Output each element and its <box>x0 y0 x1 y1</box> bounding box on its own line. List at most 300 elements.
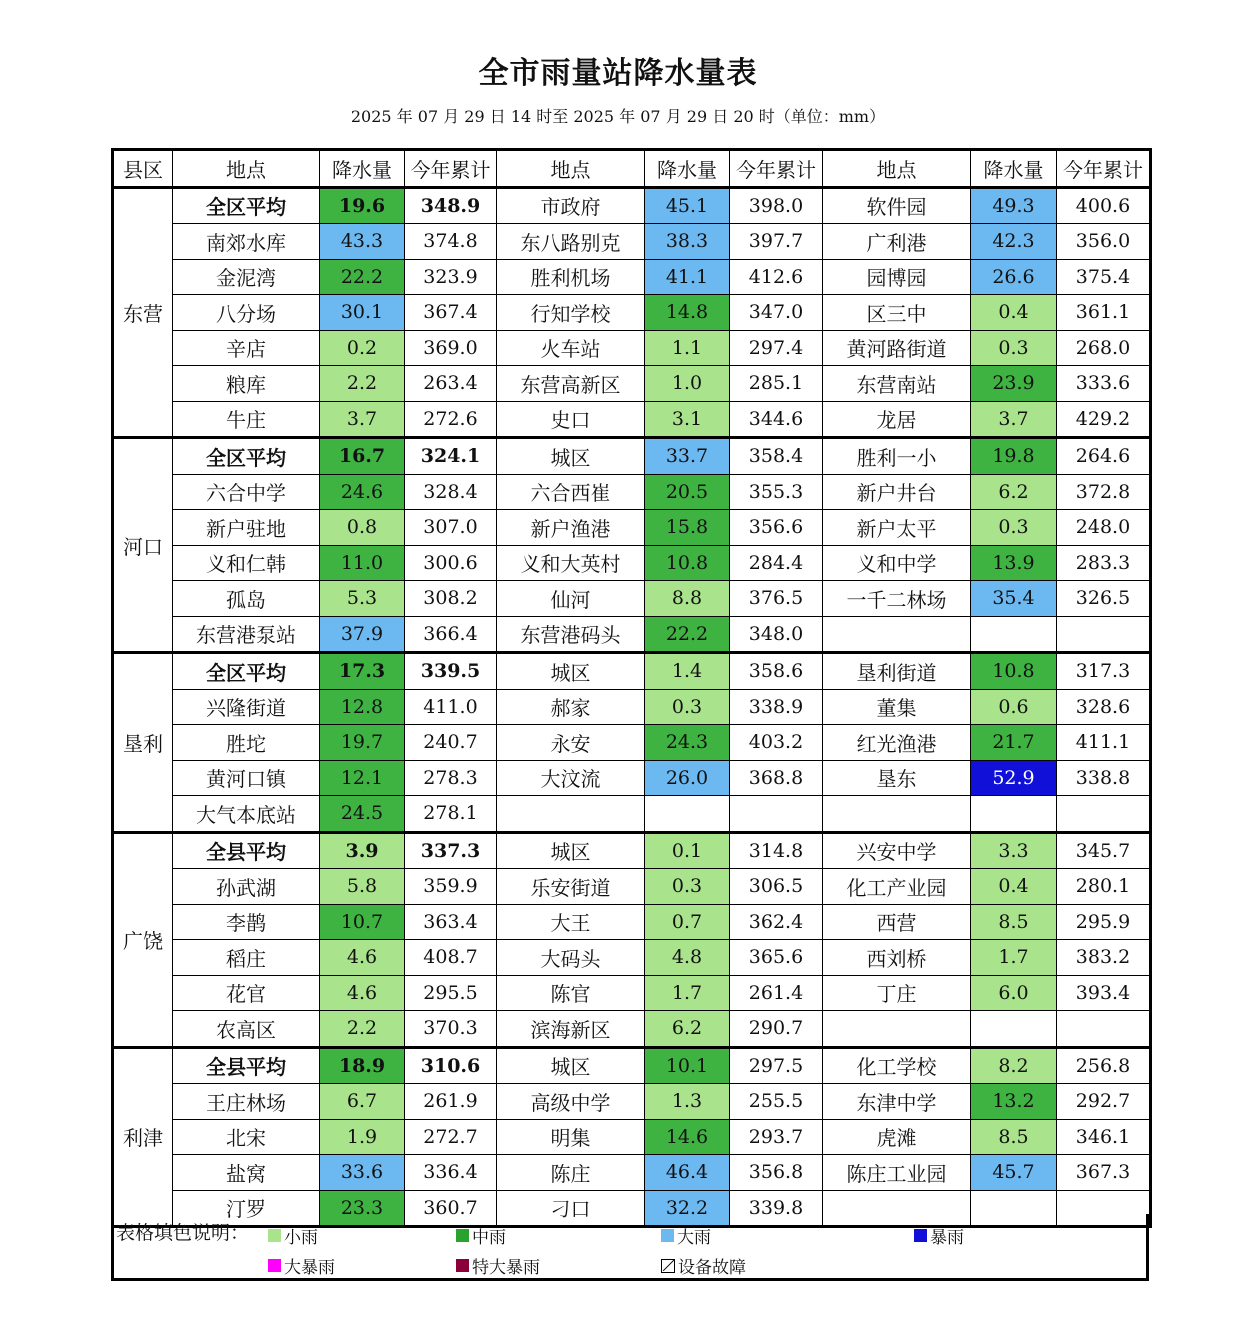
station-name-cell: 大汶流 <box>497 760 645 796</box>
annual-total-cell: 338.8 <box>1057 760 1151 796</box>
legend-swatch-extreme-storm <box>456 1259 469 1272</box>
station-name-cell: 盐窝 <box>173 1155 320 1191</box>
annual-total-cell: 361.1 <box>1057 295 1151 331</box>
rainfall-cell: 2.2 <box>320 366 405 402</box>
annual-total-cell: 328.4 <box>405 474 497 510</box>
annual-total-cell: 336.4 <box>405 1155 497 1191</box>
table-row <box>113 725 1151 761</box>
table-row <box>113 653 1151 690</box>
station-name-cell: 垦东 <box>823 760 971 796</box>
legend-label-extreme-storm: 特大暴雨 <box>472 1258 540 1278</box>
rainfall-cell: 6.2 <box>645 1011 730 1048</box>
annual-total-cell: 367.4 <box>405 295 497 331</box>
legend-label-big-storm: 大暴雨 <box>284 1258 335 1278</box>
rainfall-cell: 10.8 <box>645 545 730 581</box>
annual-total-cell: 400.6 <box>1057 187 1151 224</box>
header-rain: 降水量 <box>320 150 405 188</box>
rainfall-cell: 0.1 <box>645 832 730 869</box>
county-cell: 垦利 <box>113 653 173 833</box>
rainfall-cell: 4.6 <box>320 975 405 1011</box>
station-name-cell: 园博园 <box>823 259 971 295</box>
station-name-cell: 全县平均 <box>173 1047 320 1084</box>
station-name-cell: 龙居 <box>823 401 971 438</box>
rainfall-cell: 15.8 <box>645 510 730 546</box>
station-name-cell: 全区平均 <box>173 653 320 690</box>
color-legend <box>111 1214 1149 1281</box>
annual-total-cell: 411.0 <box>405 689 497 725</box>
station-name-cell: 兴安中学 <box>823 832 971 869</box>
rainfall-cell <box>971 616 1057 653</box>
annual-total-cell: 280.1 <box>1057 869 1151 905</box>
rainfall-cell: 19.8 <box>971 438 1057 475</box>
station-name-cell: 新户渔港 <box>497 510 645 546</box>
station-name-cell: 黄河口镇 <box>173 760 320 796</box>
annual-total-cell <box>730 796 823 833</box>
station-name-cell: 虎滩 <box>823 1119 971 1155</box>
annual-total-cell: 367.3 <box>1057 1155 1151 1191</box>
station-name-cell: 兴隆街道 <box>173 689 320 725</box>
station-name-cell: 城区 <box>497 832 645 869</box>
annual-total-cell: 272.7 <box>405 1119 497 1155</box>
legend-label-storm: 暴雨 <box>930 1228 964 1248</box>
annual-total-cell: 375.4 <box>1057 259 1151 295</box>
table-row <box>113 187 1151 224</box>
station-name-cell: 红光渔港 <box>823 725 971 761</box>
rainfall-cell: 19.6 <box>320 187 405 224</box>
station-name-cell: 郝家 <box>497 689 645 725</box>
rainfall-cell: 52.9 <box>971 760 1057 796</box>
table-row <box>113 1155 1151 1191</box>
table-row <box>113 832 1151 869</box>
station-name-cell: 高级中学 <box>497 1084 645 1120</box>
annual-total-cell: 310.6 <box>405 1047 497 1084</box>
annual-total-cell: 398.0 <box>730 187 823 224</box>
annual-total-cell: 372.8 <box>1057 474 1151 510</box>
table-row <box>113 975 1151 1011</box>
annual-total-cell: 397.7 <box>730 224 823 260</box>
annual-total-cell: 355.3 <box>730 474 823 510</box>
table-row <box>113 1119 1151 1155</box>
rainfall-cell: 10.8 <box>971 653 1057 690</box>
table-row <box>113 940 1151 976</box>
annual-total-cell: 339.8 <box>730 1190 823 1227</box>
annual-total-cell: 324.1 <box>405 438 497 475</box>
header-county: 县区 <box>113 150 173 188</box>
header-total: 今年累计 <box>1057 150 1151 188</box>
annual-total-cell: 317.3 <box>1057 653 1151 690</box>
legend-swatch-small <box>268 1229 281 1242</box>
page-title: 全市雨量站降水量表 <box>478 56 758 91</box>
station-name-cell: 孙武湖 <box>173 869 320 905</box>
station-name-cell: 陈官 <box>497 975 645 1011</box>
station-name-cell: 黄河路街道 <box>823 330 971 366</box>
rainfall-cell: 6.2 <box>971 474 1057 510</box>
rainfall-cell: 3.3 <box>971 832 1057 869</box>
station-name-cell: 明集 <box>497 1119 645 1155</box>
rainfall-cell: 13.2 <box>971 1084 1057 1120</box>
annual-total-cell: 344.6 <box>730 401 823 438</box>
annual-total-cell: 293.7 <box>730 1119 823 1155</box>
annual-total-cell: 358.6 <box>730 653 823 690</box>
rainfall-cell: 6.7 <box>320 1084 405 1120</box>
rainfall-cell: 37.9 <box>320 616 405 653</box>
annual-total-cell: 365.6 <box>730 940 823 976</box>
station-name-cell: 稻庄 <box>173 940 320 976</box>
rainfall-cell: 8.2 <box>971 1047 1057 1084</box>
legend-item-small <box>268 1223 318 1248</box>
rainfall-cell: 32.2 <box>645 1190 730 1227</box>
station-name-cell: 滨海新区 <box>497 1011 645 1048</box>
annual-total-cell: 323.9 <box>405 259 497 295</box>
rainfall-cell: 0.3 <box>971 330 1057 366</box>
annual-total-cell: 345.7 <box>1057 832 1151 869</box>
annual-total-cell: 292.7 <box>1057 1084 1151 1120</box>
annual-total-cell: 359.9 <box>405 869 497 905</box>
station-name-cell: 广利港 <box>823 224 971 260</box>
table-row <box>113 401 1151 438</box>
rainfall-cell: 6.0 <box>971 975 1057 1011</box>
county-cell: 利津 <box>113 1047 173 1227</box>
annual-total-cell: 333.6 <box>1057 366 1151 402</box>
rainfall-cell: 10.7 <box>320 904 405 940</box>
rainfall-cell: 2.2 <box>320 1011 405 1048</box>
table-row <box>113 545 1151 581</box>
legend-item-mid <box>456 1223 506 1248</box>
station-name-cell: 东营港泵站 <box>173 616 320 653</box>
rainfall-cell: 26.6 <box>971 259 1057 295</box>
station-name-cell: 新户太平 <box>823 510 971 546</box>
station-name-cell: 胜利一小 <box>823 438 971 475</box>
annual-total-cell: 268.0 <box>1057 330 1151 366</box>
annual-total-cell: 295.9 <box>1057 904 1151 940</box>
rainfall-cell: 42.3 <box>971 224 1057 260</box>
station-name-cell: 东营南站 <box>823 366 971 402</box>
annual-total-cell: 307.0 <box>405 510 497 546</box>
annual-total-cell: 248.0 <box>1057 510 1151 546</box>
rainfall-cell: 24.3 <box>645 725 730 761</box>
rainfall-cell <box>971 796 1057 833</box>
station-name-cell: 八分场 <box>173 295 320 331</box>
station-name-cell: 花官 <box>173 975 320 1011</box>
legend-item-fault <box>661 1253 746 1278</box>
rainfall-cell: 12.1 <box>320 760 405 796</box>
rainfall-cell: 24.6 <box>320 474 405 510</box>
station-name-cell: 全县平均 <box>173 832 320 869</box>
annual-total-cell: 376.5 <box>730 581 823 617</box>
station-name-cell: 行知学校 <box>497 295 645 331</box>
header-total: 今年累计 <box>730 150 823 188</box>
rainfall-cell: 10.1 <box>645 1047 730 1084</box>
station-name-cell: 新户驻地 <box>173 510 320 546</box>
table-row <box>113 760 1151 796</box>
annual-total-cell: 300.6 <box>405 545 497 581</box>
rainfall-cell: 1.9 <box>320 1119 405 1155</box>
legend-item-big <box>661 1223 711 1248</box>
rainfall-cell: 14.6 <box>645 1119 730 1155</box>
rainfall-cell: 1.3 <box>645 1084 730 1120</box>
annual-total-cell: 297.4 <box>730 330 823 366</box>
table-row <box>113 510 1151 546</box>
annual-total-cell: 338.9 <box>730 689 823 725</box>
station-name-cell: 化工学校 <box>823 1047 971 1084</box>
rainfall-cell: 3.9 <box>320 832 405 869</box>
rainfall-cell: 41.1 <box>645 259 730 295</box>
annual-total-cell: 363.4 <box>405 904 497 940</box>
annual-total-cell: 272.6 <box>405 401 497 438</box>
annual-total-cell: 326.5 <box>1057 581 1151 617</box>
station-name-cell: 西营 <box>823 904 971 940</box>
annual-total-cell: 369.0 <box>405 330 497 366</box>
station-name-cell: 刁口 <box>497 1190 645 1227</box>
rainfall-cell: 30.1 <box>320 295 405 331</box>
rainfall-cell: 19.7 <box>320 725 405 761</box>
annual-total-cell: 308.2 <box>405 581 497 617</box>
rainfall-cell: 46.4 <box>645 1155 730 1191</box>
annual-total-cell: 261.4 <box>730 975 823 1011</box>
legend-label-mid: 中雨 <box>472 1228 506 1248</box>
rainfall-cell: 8.5 <box>971 904 1057 940</box>
rainfall-cell: 0.4 <box>971 869 1057 905</box>
annual-total-cell: 261.9 <box>405 1084 497 1120</box>
annual-total-cell: 278.1 <box>405 796 497 833</box>
station-name-cell: 孤岛 <box>173 581 320 617</box>
annual-total-cell <box>1057 616 1151 653</box>
rainfall-cell: 17.3 <box>320 653 405 690</box>
rainfall-cell: 33.6 <box>320 1155 405 1191</box>
station-name-cell: 区三中 <box>823 295 971 331</box>
station-name-cell: 六合中学 <box>173 474 320 510</box>
legend-title: 表格填色说明： <box>116 1222 250 1244</box>
rainfall-cell: 23.3 <box>320 1190 405 1227</box>
table-row <box>113 1047 1151 1084</box>
time-range-subtitle: 2025 年 07 月 29 日 14 时至 2025 年 07 月 29 日 20 时（单位：mm） <box>350 107 886 126</box>
table-row <box>113 689 1151 725</box>
annual-total-cell: 328.6 <box>1057 689 1151 725</box>
table-row <box>113 438 1151 475</box>
rainfall-cell: 0.3 <box>645 869 730 905</box>
rainfall-cell: 22.2 <box>645 616 730 653</box>
county-cell: 东营 <box>113 187 173 438</box>
station-name-cell: 六合西崔 <box>497 474 645 510</box>
header-rain: 降水量 <box>971 150 1057 188</box>
legend-swatch-storm <box>914 1229 927 1242</box>
legend-item-big-storm <box>268 1253 335 1278</box>
annual-total-cell: 358.4 <box>730 438 823 475</box>
table-row <box>113 1084 1151 1120</box>
rainfall-cell <box>971 1011 1057 1048</box>
annual-total-cell: 264.6 <box>1057 438 1151 475</box>
annual-total-cell: 408.7 <box>405 940 497 976</box>
annual-total-cell: 366.4 <box>405 616 497 653</box>
station-name-cell: 大码头 <box>497 940 645 976</box>
station-name-cell <box>823 616 971 653</box>
annual-total-cell: 412.6 <box>730 259 823 295</box>
rainfall-cell: 1.4 <box>645 653 730 690</box>
legend-swatch-big-storm <box>268 1259 281 1272</box>
annual-total-cell: 356.8 <box>730 1155 823 1191</box>
rainfall-cell: 14.8 <box>645 295 730 331</box>
table-row <box>113 474 1151 510</box>
station-name-cell: 义和中学 <box>823 545 971 581</box>
annual-total-cell <box>1057 796 1151 833</box>
table-row <box>113 295 1151 331</box>
station-name-cell <box>823 796 971 833</box>
header-place: 地点 <box>497 150 645 188</box>
table-header-row <box>113 150 1151 188</box>
annual-total-cell: 339.5 <box>405 653 497 690</box>
table-row <box>113 330 1151 366</box>
table-row <box>113 224 1151 260</box>
rainfall-cell: 1.1 <box>645 330 730 366</box>
station-name-cell: 西刘桥 <box>823 940 971 976</box>
station-name-cell: 义和大英村 <box>497 545 645 581</box>
annual-total-cell: 240.7 <box>405 725 497 761</box>
station-name-cell: 农高区 <box>173 1011 320 1048</box>
annual-total-cell: 403.2 <box>730 725 823 761</box>
station-name-cell: 东营高新区 <box>497 366 645 402</box>
station-name-cell: 粮库 <box>173 366 320 402</box>
annual-total-cell: 362.4 <box>730 904 823 940</box>
rainfall-cell: 23.9 <box>971 366 1057 402</box>
rainfall-cell: 3.1 <box>645 401 730 438</box>
header-place: 地点 <box>823 150 971 188</box>
station-name-cell <box>497 796 645 833</box>
station-name-cell: 胜利机场 <box>497 259 645 295</box>
fault-box-icon <box>661 1259 675 1273</box>
station-name-cell: 丁庄 <box>823 975 971 1011</box>
header-rain: 降水量 <box>645 150 730 188</box>
annual-total-cell: 278.3 <box>405 760 497 796</box>
annual-total-cell: 429.2 <box>1057 401 1151 438</box>
table-row <box>113 869 1151 905</box>
station-name-cell: 永安 <box>497 725 645 761</box>
station-name-cell: 东营港码头 <box>497 616 645 653</box>
rainfall-cell: 8.8 <box>645 581 730 617</box>
rainfall-cell: 0.8 <box>320 510 405 546</box>
rainfall-cell: 16.7 <box>320 438 405 475</box>
rainfall-cell: 45.7 <box>971 1155 1057 1191</box>
station-name-cell: 陈庄 <box>497 1155 645 1191</box>
station-name-cell: 仙河 <box>497 581 645 617</box>
station-name-cell: 义和仁韩 <box>173 545 320 581</box>
annual-total-cell: 368.8 <box>730 760 823 796</box>
annual-total-cell: 370.3 <box>405 1011 497 1048</box>
legend-label-fault: 设备故障 <box>678 1258 746 1278</box>
table-body <box>113 187 1151 1227</box>
station-name-cell: 化工产业园 <box>823 869 971 905</box>
table-row <box>113 366 1151 402</box>
table-row <box>113 796 1151 833</box>
rainfall-cell: 21.7 <box>971 725 1057 761</box>
station-name-cell: 李鹊 <box>173 904 320 940</box>
rainfall-cell: 18.9 <box>320 1047 405 1084</box>
rainfall-cell: 11.0 <box>320 545 405 581</box>
rainfall-cell: 12.8 <box>320 689 405 725</box>
header-total: 今年累计 <box>405 150 497 188</box>
annual-total-cell: 297.5 <box>730 1047 823 1084</box>
station-name-cell: 王庄林场 <box>173 1084 320 1120</box>
rainfall-cell: 22.2 <box>320 259 405 295</box>
station-name-cell: 史口 <box>497 401 645 438</box>
rainfall-cell: 3.7 <box>320 401 405 438</box>
station-name-cell: 城区 <box>497 653 645 690</box>
rainfall-cell: 13.9 <box>971 545 1057 581</box>
rainfall-cell: 0.6 <box>971 689 1057 725</box>
annual-total-cell: 255.5 <box>730 1084 823 1120</box>
station-name-cell: 火车站 <box>497 330 645 366</box>
legend-label-big: 大雨 <box>677 1228 711 1248</box>
annual-total-cell: 346.1 <box>1057 1119 1151 1155</box>
annual-total-cell <box>1057 1011 1151 1048</box>
station-name-cell: 东津中学 <box>823 1084 971 1120</box>
station-name-cell: 一千二林场 <box>823 581 971 617</box>
annual-total-cell: 348.9 <box>405 187 497 224</box>
station-name-cell: 董集 <box>823 689 971 725</box>
county-cell: 广饶 <box>113 832 173 1047</box>
rainfall-cell <box>645 796 730 833</box>
header-place: 地点 <box>173 150 320 188</box>
legend-item-storm <box>914 1223 964 1248</box>
station-name-cell: 辛店 <box>173 330 320 366</box>
annual-total-cell: 337.3 <box>405 832 497 869</box>
station-name-cell: 北宋 <box>173 1119 320 1155</box>
annual-total-cell: 356.6 <box>730 510 823 546</box>
station-name-cell: 城区 <box>497 438 645 475</box>
station-name-cell: 大王 <box>497 904 645 940</box>
rainfall-cell: 49.3 <box>971 187 1057 224</box>
rainfall-cell: 26.0 <box>645 760 730 796</box>
rainfall-cell: 33.7 <box>645 438 730 475</box>
rainfall-cell: 0.3 <box>645 689 730 725</box>
station-name-cell: 陈庄工业园 <box>823 1155 971 1191</box>
rainfall-cell: 20.5 <box>645 474 730 510</box>
rainfall-cell: 43.3 <box>320 224 405 260</box>
station-name-cell: 金泥湾 <box>173 259 320 295</box>
legend-swatch-mid <box>456 1229 469 1242</box>
rainfall-table-wrapper <box>111 148 1149 1228</box>
station-name-cell: 乐安街道 <box>497 869 645 905</box>
table-row <box>113 1011 1151 1048</box>
station-name-cell: 全区平均 <box>173 438 320 475</box>
annual-total-cell: 314.8 <box>730 832 823 869</box>
legend-item-extreme-storm <box>456 1253 540 1278</box>
station-name-cell: 全区平均 <box>173 187 320 224</box>
station-name-cell: 东八路别克 <box>497 224 645 260</box>
annual-total-cell: 295.5 <box>405 975 497 1011</box>
table-row <box>113 581 1151 617</box>
annual-total-cell: 284.4 <box>730 545 823 581</box>
rainfall-cell: 5.8 <box>320 869 405 905</box>
annual-total-cell: 285.1 <box>730 366 823 402</box>
annual-total-cell: 263.4 <box>405 366 497 402</box>
rainfall-cell: 4.8 <box>645 940 730 976</box>
rainfall-cell: 1.0 <box>645 366 730 402</box>
annual-total-cell: 348.0 <box>730 616 823 653</box>
legend-label-small: 小雨 <box>284 1228 318 1248</box>
rainfall-cell: 0.2 <box>320 330 405 366</box>
rainfall-cell: 0.7 <box>645 904 730 940</box>
annual-total-cell: 411.1 <box>1057 725 1151 761</box>
table-row <box>113 904 1151 940</box>
annual-total-cell: 374.8 <box>405 224 497 260</box>
station-name-cell: 垦利街道 <box>823 653 971 690</box>
rainfall-cell: 24.5 <box>320 796 405 833</box>
station-name-cell: 新户井台 <box>823 474 971 510</box>
station-name-cell: 胜坨 <box>173 725 320 761</box>
annual-total-cell: 256.8 <box>1057 1047 1151 1084</box>
station-name-cell: 大气本底站 <box>173 796 320 833</box>
annual-total-cell: 347.0 <box>730 295 823 331</box>
